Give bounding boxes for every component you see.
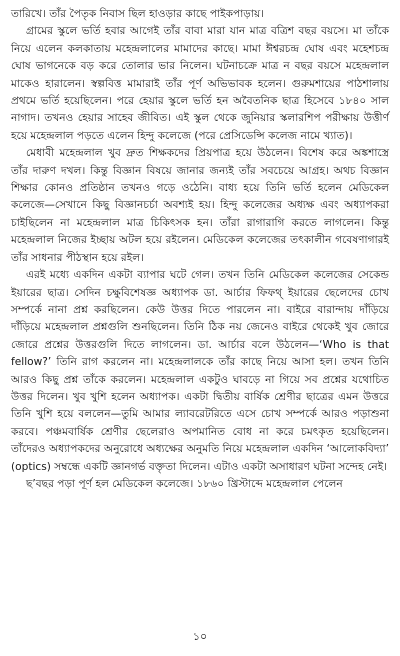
body-text [11, 6, 389, 493]
paragraph-1: তারিখে। তাঁর পৈতৃক নিবাস ছিল হাওড়ার কাছে পাইকপাড়ায়। [11, 8, 264, 20]
paragraph-3: মেধাবী মহেন্দ্রলাল খুব দ্রুত শিক্ষকদের প্রিয়পাত্র হয়ে উঠলেন। বিশেষ করে অঙ্কশাস্ত্রে তাঁর দারুণ দখল। কিন্তু বিজ্ঞান বিষয়ে জানার জন্যই তাঁর সবচেয়ে আগ্রহ। অথচ বিজ্ঞান শিক্ষার কোনও প্রতিষ্ঠান তখনও গড়ে ওঠেনি। বাধ্য হয়ে তিনি ভর্তি হলেন মেডিকেল কলেজে—সেখানে কিছু বিজ্ঞানচর্চা অবশ্যই হয়। হিন্দু কলেজের অধ্যক্ষ এবং অধ্যাপকরা চাইছিলেন না মহেন্দ্রলাল মাত্র চিকিৎসক হন। তাঁরা রাগারাগি করতে লাগলেন। কিন্তু মহেন্দ্রলাল নিজের ইচ্ছায় অটল হয়ে রইলেন। মেডিকেল কলেজের তৎকালীন গবেষণাগারই তাঁর সাধনার পীঠস্থান হয়ে রইল। [11, 147, 389, 264]
paragraph-5: ছ’বছর পড়া পূর্ণ হল মেডিকেল কলেজে। ১৮৬০ খ্রিস্টাব্দে মহেন্দ্রলাল পেলেন [26, 477, 343, 490]
paragraph-4: এরই মধ্যে একদিন একটা ব্যাপার ঘটে গেল। তখন তিনি মেডিকেল কলেজের সেকেন্ড ইয়ারের ছাত্র। সেদিন চক্ষুবিশেষজ্ঞ অধ্যাপক ডা. আর্চার ফিফথ্ ইয়ারের ছেলেদের চোখ সম্পর্কে নানা প্রশ্ন করছিলেন। কেউ উত্তর দিতে পারলেন না। বাইরে বারান্দায় দাঁড়িয়ে দাঁড়িয়ে মহেন্দ্রলাল প্রশ্নগুলি শুনছিলেন। তিনি ঠিক নয় জেনেও বাইরে থেকেই খুব জোরে জোরে প্রশ্নের উত্তরগুলি দিতে লাগলেন। ডা. আর্চার বলে উঠলেন—‘Who is that fellow?’ তিনি রাগ করলেন না। মহেন্দ্রলালকে তাঁর কাছে নিয়ে আসা হল। তখন তিনি আরও কিছু প্রশ্ন তাঁকে করলেন। মহেন্দ্রলাল একটুও ঘাবড়ে না গিয়ে সব প্রশ্নের যথোচিত উত্তর দিলেন। খুব খুশি হলেন অধ্যাপক। একটা দ্বিতীয় বার্ষিক শ্রেণীর ছাত্রের এমন উত্তরে তিনি খুশি হয়ে বললেন—তুমি আমার ল্যাবরেটরিতে এসে চোখ সম্পর্কে আরও পড়াশুনা করবে। পঞ্চমবার্ষিক শ্রেণীর ছেলেরাও অপমানিত বোধ না করে চমৎকৃত হয়েছিলেন। তাঁদেরও অধ্যাপকদের অনুরোধে অধ্যক্ষের অনুমতি নিয়ে মহেন্দ্রলাল একদিন ‘আলোকবিদ্যা’ (optics) সম্বন্ধে একটি জ্ঞানগর্ভ বক্তৃতা দিলেন। এটাও একটা অসাধারণ ঘটনা সন্দেহ নেই। [11, 269, 389, 473]
page-number: ১০ [192, 630, 208, 643]
paragraph-2: গ্রামের স্কুলে ভর্তি হবার আগেই তাঁর বাবা মারা যান মাত্র বত্রিশ বছর বয়সে। মা তাঁকে নিয়ে এলেন কলকাতায় মহেন্দ্রলালের মামাদের কাছে। মামা ঈশ্বরচন্দ্র ঘোষ এবং মহেশচন্দ্র ঘোষ ভাগনেকে বড় করে তোলার ভার নিলেন। ঘটনাচক্রে মাত্র ন বছর বয়সে মহেন্দ্রলাল মাকেও হারালেন। স্বল্পবিত্ত মামারাই তাঁর পূর্ণ অভিভাবক হলেন। গুরুমশায়ের পাঠশালায় প্রথমে ভর্তি হয়েছিলেন। পরে হেয়ার স্কুলে ভর্তি হন অবৈতনিক ছাত্র হিসেবে ১৮৪০ সাল নাগাদ। তখনও হেয়ার সাহেব জীবিত। এই স্কুল থেকে জুনিয়ার স্কলারশিপ পরীক্ষায় উত্তীর্ণ হয়ে মহেন্দ্রলাল পড়তে এলেন হিন্দু কলেজে (পরে প্রেসিডেন্সি কলেজ নামে খ্যাত)। [11, 25, 389, 142]
